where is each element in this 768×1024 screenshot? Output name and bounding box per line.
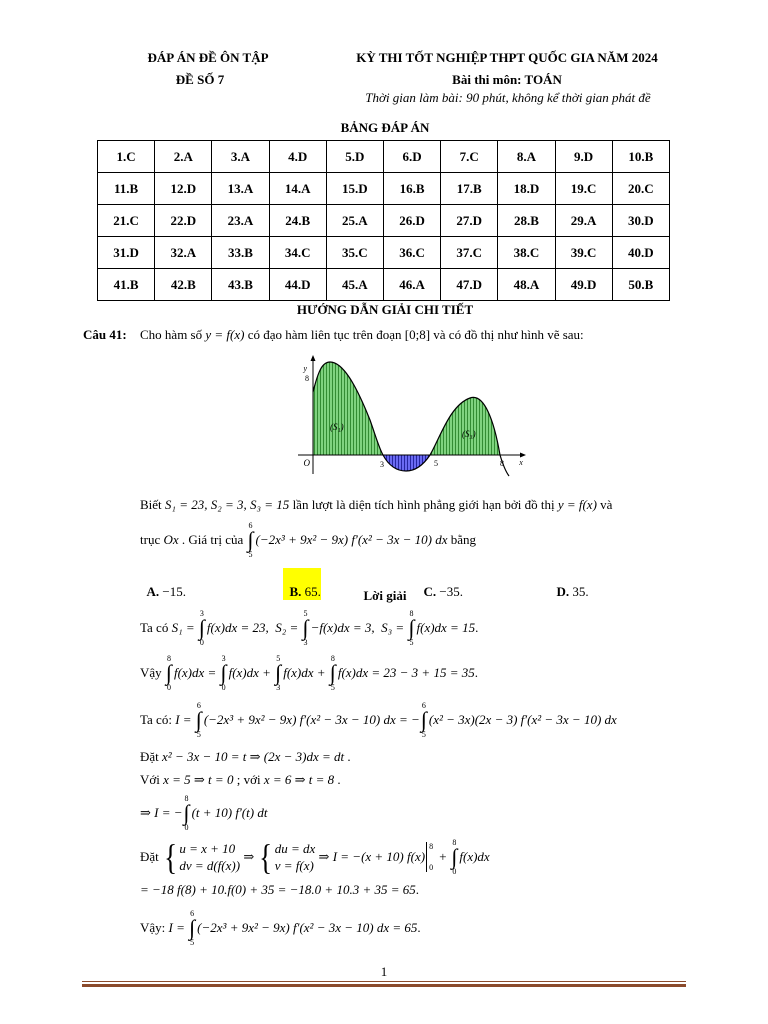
answer-cell: 25.A (326, 205, 383, 237)
math-expression: x = 5 ⇒ t = 0 (163, 772, 234, 787)
option-label: D. (556, 584, 570, 599)
option-label: A. (146, 584, 160, 599)
solution-line (140, 772, 341, 788)
solution-line (140, 654, 478, 692)
math-expression: f(x)dx + (228, 665, 275, 680)
text-run: lần lượt là diện tích hình phẳng giới hạn bởi đồ thị (289, 497, 558, 512)
answer-cell: 19.C (555, 173, 612, 205)
equation-system (257, 840, 315, 874)
question-stem (140, 327, 584, 343)
exam-subject: Bài thi môn: TOÁN (452, 72, 562, 87)
answer-cell: 16.B (383, 173, 440, 205)
equation: dv = d(f(x)) (179, 858, 241, 873)
exam-time: Thời gian làm bài: 90 phút, không kể thời gian phát đề (365, 90, 651, 105)
integral-sign (196, 710, 202, 730)
integral (451, 838, 457, 876)
page-number: 1 (380, 964, 388, 979)
answer-row (98, 141, 670, 173)
answer-key-title: ĐÁP ÁN ĐỀ ÔN TẬP (147, 50, 269, 65)
text-run: ; với (233, 772, 264, 787)
integral-sign (451, 847, 457, 867)
math-expression: (−2x³ + 9x² − 9x) f′(x² − 3x − 10) dx = − (203, 712, 420, 727)
text-run: . (417, 920, 421, 935)
integral-lower-bound: 5 (421, 730, 426, 739)
region-s1-label: (S₁) (330, 422, 344, 432)
x-tick-label: 8 (500, 459, 504, 468)
answer-cell: 31.D (98, 237, 155, 269)
evaluation-lower-bound: 0 (429, 863, 434, 872)
answer-cell: 41.B (98, 269, 155, 301)
integral-sign (303, 618, 309, 638)
given-line (140, 521, 476, 559)
answer-cell: 50.B (612, 269, 669, 301)
integral-sign (184, 803, 190, 823)
text-run: và có đồ thị như hình vẽ sau: (430, 327, 584, 342)
answer-cell: 7.C (441, 141, 498, 173)
answer-table-title: BẢNG ĐÁP ÁN (340, 120, 430, 135)
x-tick-label: 5 (434, 459, 438, 468)
answer-cell: 18.D (498, 173, 555, 205)
option-a[interactable] (140, 568, 186, 600)
integral-lower-bound: 0 (184, 823, 189, 832)
integral (275, 654, 281, 692)
integral-upper-bound: 8 (184, 794, 189, 803)
math-expression: f(x)dx = 23, S₂ = (206, 620, 302, 635)
answer-cell: 17.B (441, 173, 498, 205)
solution-line (140, 882, 419, 898)
text-run: Vậy: (140, 920, 169, 935)
evaluation-upper-bound: 8 (429, 842, 434, 851)
math-expression: ⇒ I = −(x + 10) f(x) (315, 849, 426, 864)
text-run: . (344, 749, 351, 764)
text-run: Biết (140, 497, 165, 512)
answer-cell: 14.A (269, 173, 326, 205)
answer-cell: 29.A (555, 205, 612, 237)
option-label: B. (289, 584, 302, 599)
math-expression: ⇒ (240, 849, 258, 864)
answer-cell: 24.B (269, 205, 326, 237)
section-title: HƯỚNG DẪN GIẢI CHI TIẾT (296, 302, 474, 317)
option-label: C. (423, 584, 437, 599)
evaluation-bar (426, 842, 433, 872)
integral (303, 609, 309, 647)
math-expression: = −18 f(8) + 10.f(0) + 35 = −18.0 + 10.3 + 35 = 65 (140, 882, 416, 897)
answer-cell: 33.B (212, 237, 269, 269)
answer-cell: 13.A (212, 173, 269, 205)
footer-rule (82, 984, 686, 987)
text-run: . (415, 882, 419, 897)
solution-line (140, 701, 617, 739)
text-run: Vậy (140, 665, 165, 680)
y-axis-arrow (311, 355, 316, 361)
math-expression: S₁ = 23, S₂ = 3, S₃ = 15 (164, 497, 290, 512)
text-run: trục (140, 532, 164, 547)
math-expression: (t + 10) f′(t) dt (191, 805, 268, 820)
text-run: có đạo hàm liên tục trên đoạn (244, 327, 405, 342)
solution-title: Lời giải (363, 588, 407, 603)
integral-sign (248, 530, 254, 550)
integral (248, 521, 254, 559)
integral-lower-bound: 3 (303, 638, 308, 647)
equation: v = f(x) (274, 858, 314, 873)
integral-sign (408, 618, 414, 638)
answer-cell: 36.C (383, 237, 440, 269)
brace (162, 840, 179, 874)
answer-cell: 9.D (555, 141, 612, 173)
text-run: . (474, 665, 478, 680)
math-expression: (x² − 3x)(2x − 3) f′(x² − 3x − 10) dx (428, 712, 617, 727)
integral (408, 609, 414, 647)
solution-line (140, 749, 351, 765)
answer-table (97, 140, 670, 301)
option-value: 35. (569, 584, 589, 599)
region-s3-label: (S₃) (462, 429, 476, 439)
math-expression: f(x)dx = 15 (416, 620, 476, 635)
origin-label: O (303, 458, 310, 468)
question-label: Câu 41: (83, 327, 127, 342)
function-graph (290, 350, 530, 480)
math-expression: x² − 3x − 10 = t ⇒ (2x − 3)dx = dt (162, 749, 345, 764)
answer-cell: 34.C (269, 237, 326, 269)
integral-upper-bound: 6 (190, 909, 195, 918)
answer-cell: 21.C (98, 205, 155, 237)
answer-cell: 35.C (326, 237, 383, 269)
brace (257, 840, 274, 874)
integral-lower-bound: 0 (221, 683, 226, 692)
answer-cell: 1.C (98, 141, 155, 173)
integral-upper-bound: 3 (221, 654, 226, 663)
integral-upper-bound: 5 (303, 609, 308, 618)
exam-title: KỲ THI TỐT NGHIỆP THPT QUỐC GIA NĂM 2024 (356, 50, 658, 65)
solution-line (140, 909, 421, 947)
answer-cell: 28.B (498, 205, 555, 237)
answer-cell: 38.C (498, 237, 555, 269)
text-run: Ta có (140, 620, 172, 635)
math-expression: + (435, 849, 451, 864)
text-run: và (596, 497, 613, 512)
math-expression: f(x)dx = 23 − 3 + 15 = 35 (337, 665, 475, 680)
answer-cell: 43.B (212, 269, 269, 301)
integral (199, 609, 205, 647)
integral-lower-bound: 3 (276, 683, 281, 692)
option-value: −15. (159, 584, 186, 599)
text-run: [0;8] (404, 327, 431, 342)
integral (330, 654, 336, 692)
y-tick-label: 8 (305, 374, 309, 383)
answer-cell: 8.A (498, 141, 555, 173)
integral (221, 654, 227, 692)
answer-row (98, 269, 670, 301)
answer-cell: 32.A (155, 237, 212, 269)
integral-sign (189, 918, 195, 938)
answer-cell: 37.C (441, 237, 498, 269)
integral-sign (166, 663, 172, 683)
integral-lower-bound: 5 (196, 730, 201, 739)
integral-upper-bound: 8 (330, 654, 335, 663)
option-d[interactable] (550, 568, 589, 600)
integral (166, 654, 172, 692)
exam-number: ĐỀ SỐ 7 (175, 72, 225, 87)
answer-cell: 48.A (498, 269, 555, 301)
solution-line (140, 794, 267, 832)
option-value: −35. (436, 584, 463, 599)
math-expression: I = (168, 920, 189, 935)
answer-cell: 20.C (612, 173, 669, 205)
answer-cell: 26.D (383, 205, 440, 237)
given-line (140, 497, 612, 513)
integral-upper-bound: 8 (166, 654, 171, 663)
integral-upper-bound: 6 (248, 521, 253, 530)
integral (184, 794, 190, 832)
footer-rule (82, 981, 686, 982)
math-expression: x = 6 ⇒ t = 8 (263, 772, 335, 787)
solution-line (140, 838, 490, 876)
integral-lower-bound: 0 (452, 867, 457, 876)
integral-lower-bound: 0 (199, 638, 204, 647)
answer-cell: 22.D (155, 205, 212, 237)
answer-cell: 27.D (441, 205, 498, 237)
integral-upper-bound: 8 (452, 838, 457, 847)
text-run: bằng (447, 532, 477, 547)
answer-row (98, 237, 670, 269)
integral-upper-bound: 8 (409, 609, 414, 618)
equation: du = dx (274, 841, 316, 856)
y-axis-label: y (303, 364, 307, 373)
integral-sign (199, 618, 205, 638)
equation-column (179, 840, 240, 874)
integral-lower-bound: 0 (166, 683, 171, 692)
math-expression: −f(x)dx = 3, S₃ = (310, 620, 408, 635)
answer-cell: 6.D (383, 141, 440, 173)
answer-cell: 10.B (612, 141, 669, 173)
integral-upper-bound: 5 (276, 654, 281, 663)
math-expression: f(x)dx + (283, 665, 329, 680)
answer-cell: 12.D (155, 173, 212, 205)
integral (196, 701, 202, 739)
answer-cell: 4.D (269, 141, 326, 173)
answer-cell: 11.B (98, 173, 155, 205)
text-run: Cho hàm số (140, 327, 206, 342)
integral-sign (330, 663, 336, 683)
x-axis-arrow (520, 453, 526, 458)
answer-row (98, 205, 670, 237)
integral-sign (421, 710, 427, 730)
answer-cell: 15.D (326, 173, 383, 205)
answer-cell: 47.D (441, 269, 498, 301)
math-expression: ⇒ I = − (140, 805, 183, 820)
text-run: . (475, 620, 479, 635)
integral-lower-bound: 5 (330, 683, 335, 692)
answer-cell: 49.D (555, 269, 612, 301)
equation: u = x + 10 (179, 841, 236, 856)
equation-system (162, 840, 240, 874)
math-expression: (−2x³ + 9x² − 9x) f′(x² − 3x − 10) dx (255, 532, 448, 547)
math-expression: f(x)dx = (173, 665, 220, 680)
answer-cell: 3.A (212, 141, 269, 173)
math-expression: f(x)dx (459, 849, 490, 864)
region-s3 (430, 397, 500, 455)
math-expression: y = f(x) (205, 327, 245, 342)
answer-cell: 44.D (269, 269, 326, 301)
integral (189, 909, 195, 947)
answer-cell: 30.D (612, 205, 669, 237)
text-run: . (334, 772, 341, 787)
solution-line (140, 609, 478, 647)
math-expression: Ox (163, 532, 179, 547)
answer-row (98, 173, 670, 205)
integral-upper-bound: 6 (421, 701, 426, 710)
text-run: Với (140, 772, 164, 787)
integral-lower-bound: 5 (248, 550, 253, 559)
integral-lower-bound: 5 (190, 938, 195, 947)
answer-cell: 40.D (612, 237, 669, 269)
integral-upper-bound: 6 (196, 701, 201, 710)
answer-cell: 45.A (326, 269, 383, 301)
math-expression: y = f(x) (557, 497, 597, 512)
answer-cell: 2.A (155, 141, 212, 173)
text-run: Đặt (140, 749, 163, 764)
integral-sign (275, 663, 281, 683)
option-value: 65. (301, 584, 321, 599)
equation-column (275, 840, 316, 874)
answer-cell: 39.C (555, 237, 612, 269)
x-tick-label: 3 (380, 460, 384, 469)
answer-cell: 42.B (155, 269, 212, 301)
integral (421, 701, 427, 739)
answer-cell: 23.A (212, 205, 269, 237)
integral-upper-bound: 3 (199, 609, 204, 618)
x-axis-label: x (519, 458, 523, 467)
answer-cell: 5.D (326, 141, 383, 173)
math-expression: I = (175, 712, 195, 727)
answer-cell: 46.A (383, 269, 440, 301)
text-run: . Giá trị của (178, 532, 247, 547)
math-expression: (−2x³ + 9x² − 9x) f′(x² − 3x − 10) dx = 65 (197, 920, 418, 935)
text-run: Ta có: (140, 712, 176, 727)
integral-sign (221, 663, 227, 683)
text-run: Đặt (140, 849, 163, 864)
math-expression: S₁ = (171, 620, 198, 635)
integral-lower-bound: 5 (409, 638, 414, 647)
